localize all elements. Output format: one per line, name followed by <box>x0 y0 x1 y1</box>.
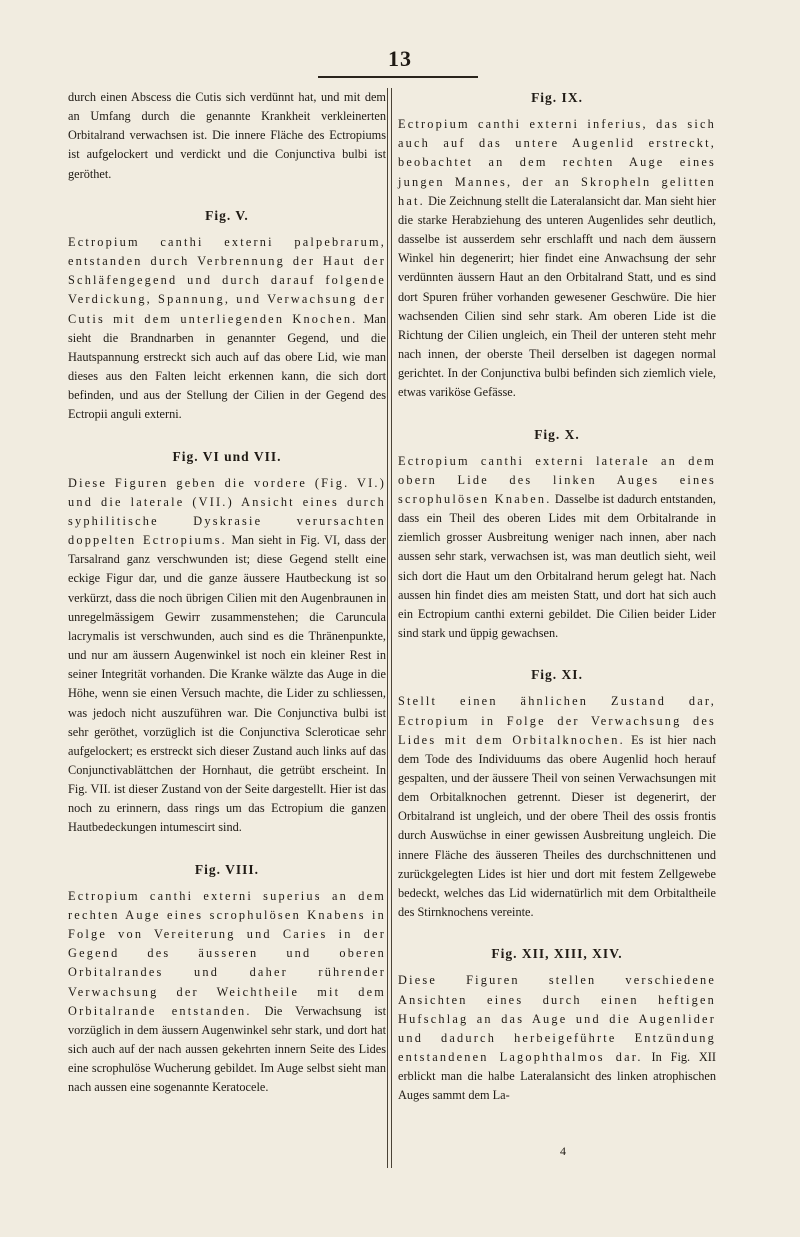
fig-v-lead: Ectropium canthi externi palpebrarum, entstanden durch Verbrennung der Haut der Schläfengegend und durch darauf folgende Verdickung, Spannung, und Verwachsung der Cutis mit dem unterliegenden Knochen. <box>68 234 386 326</box>
fig-vi-vii-lead: Diese Figuren geben die vordere (Fig. VI.) und die laterale (VII.) Ansicht eines durch syphilitische Dyskrasie verursachten doppelten Ectropiums. <box>68 475 386 548</box>
header-rule <box>318 76 478 78</box>
fig-xi-heading: Fig. XI. <box>531 667 583 683</box>
fig-ix-body: Die Zeichnung stellt die Lateralansicht dar. Man sieht hier die starke Herabziehung des unteren Augenlides sehr deutlich, dasselbe ist ausserdem sehr erschlafft und nach dem äussern Winkel hin degenerirt; hier findet eine Anwachsung der sehr verdünnten äussern Haut an den Orbitalrand Statt, und es sind dort Spuren früher vorhanden gewesener Geschwüre. Die hier wachsenden Cilien sind sehr stark. Am oberen Lide ist die Richtung der Cilien ungleich, ein Theil der unteren steht mehr nach innen, der oberste Theil derselben ist dagegen normal gerichtet. In der Conjunctiva bulbi befinden sich ziemlich viele, etwas variköse Gefässe. <box>398 193 716 400</box>
fig-x-heading: Fig. X. <box>534 426 580 442</box>
fig-x-lead: Ectropium canthi externi laterale an dem obern Lide des linken Auges eines scrophulösen Knaben. <box>398 453 716 506</box>
fig-xi-lead: Stellt einen ähnlichen Zustand dar, Ectropium in Folge der Verwachsung des Lides mit dem Orbitalknochen. <box>398 694 716 747</box>
fig-xii-xiv-heading: Fig. XII, XIII, XIV. <box>491 946 623 962</box>
fig-v-heading: Fig. V. <box>205 207 249 223</box>
fig-xii-xiv-lead: Diese Figuren stellen verschiedene Ansichten eines durch einen heftigen Hufschlag an das Auge und die Augenlider und dadurch herbeigeführte Entzündung entstandenen Lagophthalmos dar. <box>398 973 716 1065</box>
fig-xi-paragraph <box>398 692 716 922</box>
fig-viii-body: Die Verwachsung ist vorzüglich in dem äussern Augenwinkel sehr stark, und dort hat sich auch auf der nach aussen gekehrten innern Seite des Lides eine scrophulöse Wucherung gebildet. Im Auge selbst sieht man nach aussen eine sogenannte Keratocele. <box>68 1003 386 1095</box>
page-number: 13 <box>388 46 412 71</box>
fig-ix-lead: Ectropium canthi externi inferius, das sich auch auf das untere Augenlid erstreckt, beobachtet an dem rechten Auge eines jungen Mannes, der an Skropheln gelitten hat. <box>398 117 716 208</box>
fig-xii-xiv-body: In Fig. XII erblickt man die halbe Lateralansicht des linken atrophischen Auges sammt dem La- <box>398 1050 716 1103</box>
fig-xi-body: Es ist hier nach dem Tode des Individuums das obere Augenlid hoch herauf gespalten, und der äussere Theil von seinen Verwachsungen mit dem Orbitalknochen getrennt. Dieser ist degenerirt, der Orbitalrand ist ungleich, und der obere Theil des ossis frontis durch Auswüchse in einer gewissen Ausbreitung ungleich. Die innere Fläche des äusseren Theiles des durchschnittenen und zurückgelegten Lides ist hier und dort mit festem Zellgewebe bedeckt, welches das Lid widernatürlich mit dem Orbitaltheile des Stirnknochens vereinte. <box>398 732 716 920</box>
fig-viii-paragraph <box>68 887 386 1098</box>
fig-vi-vii-body: Man sieht in Fig. VI, dass der Tarsalrand ganz verschwunden ist; diese Gegend stellt eine eckige Figur dar, und die ganze äussere Hautbeckung ist so verkürzt, dass die noch übrigen Cilien mit den Augenbraunen in unregelmässigem Gewirr zusammenstehen; die Caruncula lacrymalis ist verschwunden, auch sind es die Thränenpunkte, und nur am äussern Augenwinkel ist noch ein kleiner Rest in seiner Integrität vorhanden. Die Kranke wälzte das Auge in die Höhe, wenn sie einen Versuch machte, die Lider zu schliessen, was jedoch nicht auszuführen war. Die Conjunctiva bulbi ist sehr geröthet, vorzüglich ist die Conjunctiva Scleroticae sehr aufgelockert; es erstreckt sich dieser Zustand auch links auf das Conjunctivablättchen der Hornhaut, die getrübt erscheint. In Fig. VII. ist dieser Zustand von der Seite dargestellt. Hier ist das noch zu erinnern, dass rings um das Ectropium die ganzen Hautbedeckungen intumescirt sind. <box>68 533 386 835</box>
left-intro-paragraph: durch einen Abscess die Cutis sich verdünnt hat, und mit dem an Umfang durch die genannte Krankheit verkleinerten Orbitalrand verwachsen ist. Die innere Fläche des Ectropiums ist aufgelockert und verdickt und die Conjunctiva bulbi ist geröthet. <box>68 90 386 181</box>
fig-v-paragraph <box>68 233 386 425</box>
fig-x-paragraph <box>398 452 716 644</box>
fig-ix-paragraph <box>398 115 716 402</box>
left-column <box>68 88 386 1098</box>
right-column <box>398 88 716 1106</box>
column-divider <box>387 88 392 1168</box>
fig-xii-xiv-paragraph <box>398 971 716 1105</box>
signature-mark: 4 <box>560 1144 566 1158</box>
fig-viii-heading: Fig. VIII. <box>194 861 260 877</box>
fig-viii-lead: Ectropium canthi externi superius an dem rechten Auge eines scrophulösen Knabens in Folge von Vereiterung und Caries in der Gegend des äusseren und oberen Orbitalrandes und daher rührender Verwachsung der Weichtheile mit dem Orbitalrande entstanden. <box>68 888 386 1018</box>
fig-vi-vii-heading: Fig. VI und VII. <box>172 448 282 464</box>
fig-v-body: Man sieht die Brandnarben in genannter Gegend, und die Hautspannung erstreckt sich auch auf das obere Lid, wie man dieses aus den Falten leicht erkennen kann, die sich dort befinden, und aus der Stellung der Cilien in der Gegend des Ectropii anguli externi. <box>68 311 386 422</box>
fig-ix-heading: Fig. IX. <box>531 90 583 105</box>
fig-x-body: Dasselbe ist dadurch entstanden, dass ein Theil des oberen Lides mit dem Orbitalrande in ziemlich grosser Ausbreitung weniger nach innen, aber nach aussen sehr stark, verwachsen ist, was man deutlich sieht, weil sich dort die Haut um den Orbitalrand herum gelegt hat. Nach aussen hin findet dies am meisten Statt, und dort hat sich auch ein Ectropium canthi externi gebildet. Die Cilien beider Lider sind stark und üppig gewachsen. <box>398 491 717 641</box>
fig-vi-vii-paragraph <box>68 474 386 838</box>
